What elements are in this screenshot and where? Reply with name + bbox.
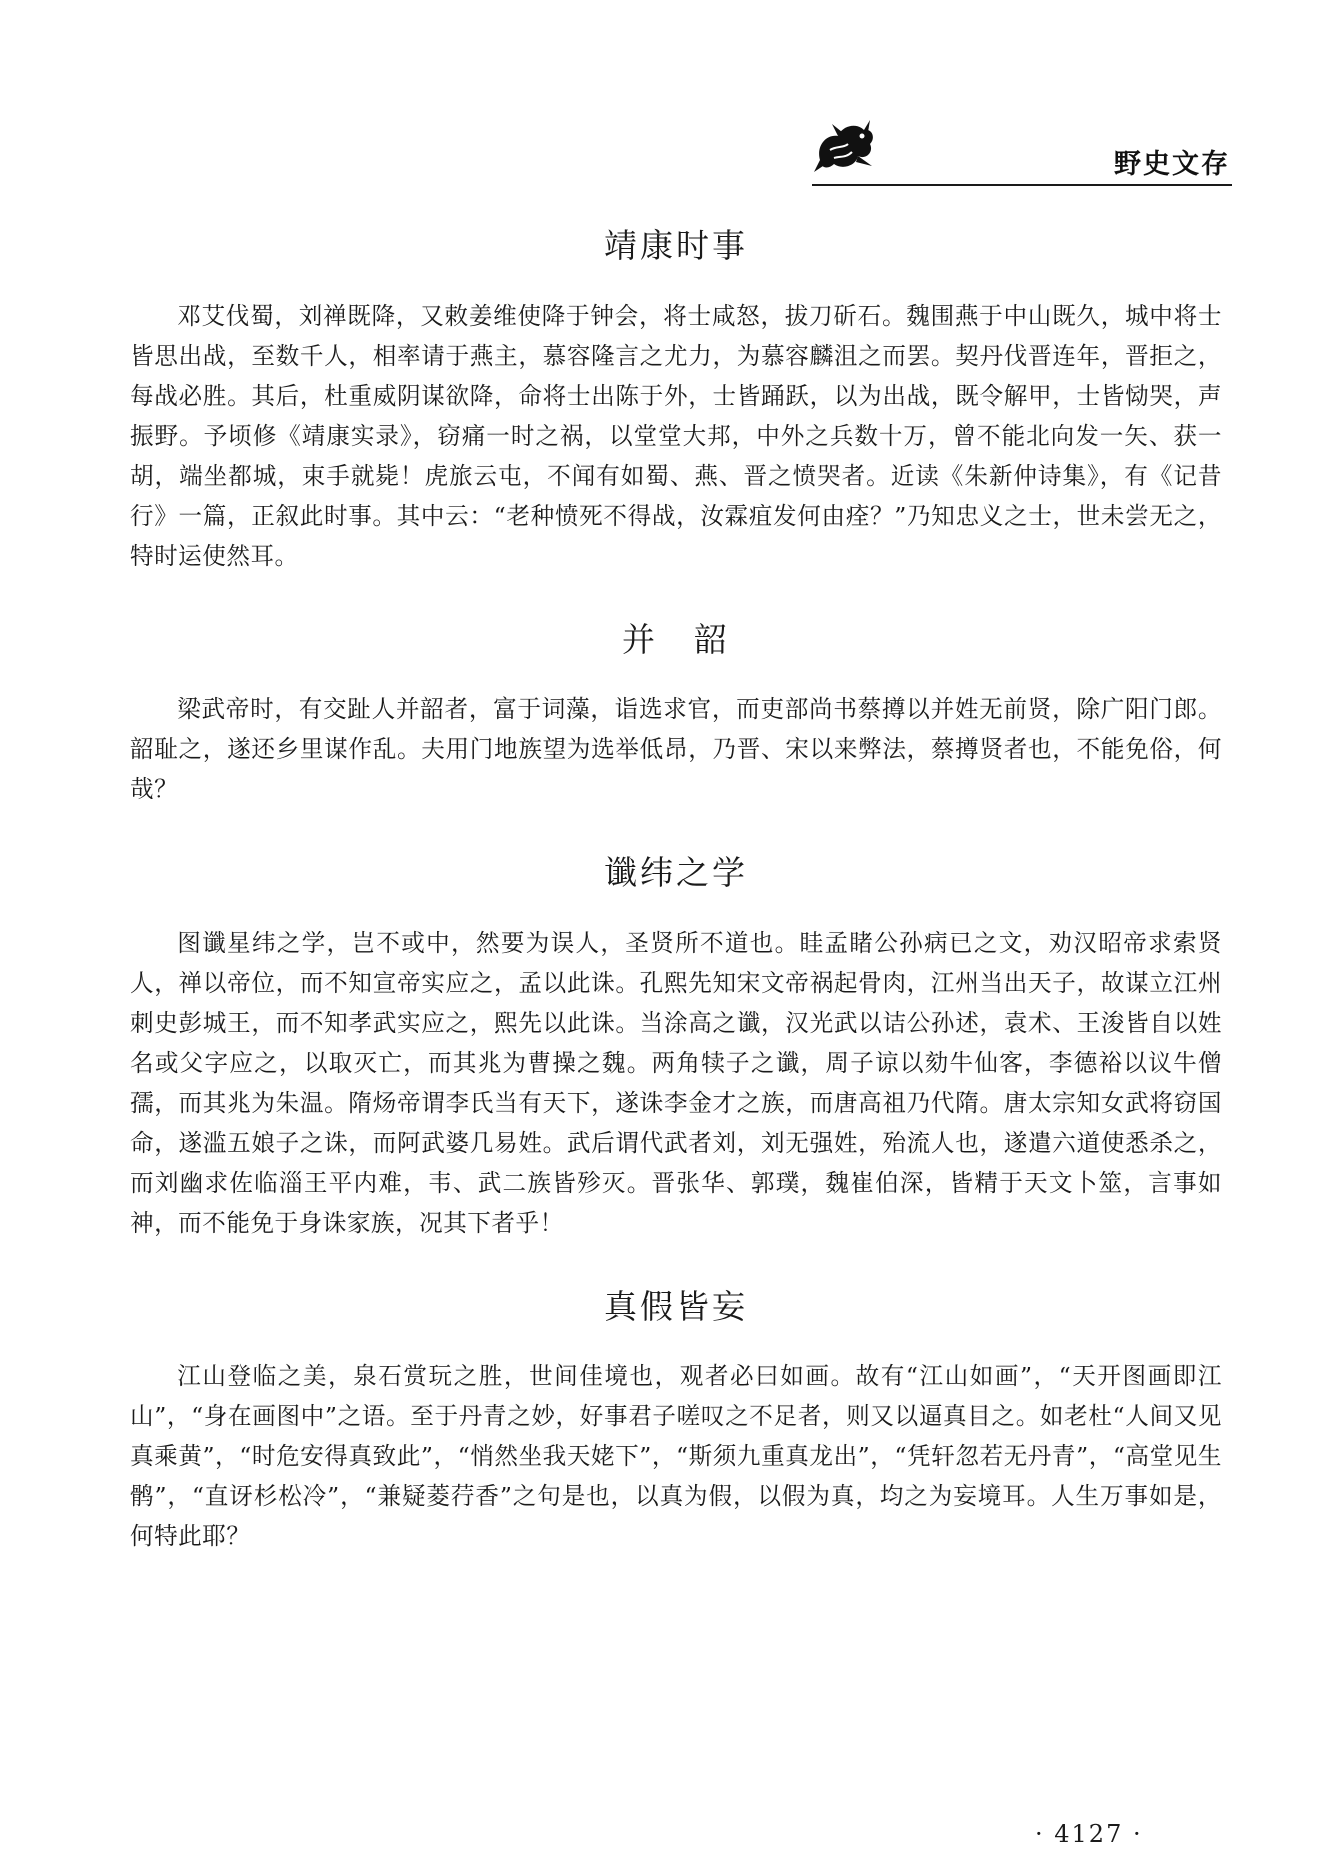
article-body: 江山登临之美，泉石赏玩之胜，世间佳境也，观者必曰如画。故有“江山如画”，“天开图画即江山”，“身在画图中”之语。至于丹青之妙，好事君子嗟叹之不足者，则又以逼真目之。如老杜“人间又见真乘黄”，“时危安得真致此”，“悄然坐我天姥下”，“斯须九重真龙出”，“凭轩忽若无丹青”，“高堂见生鹘”，“直讶杉松冷”，“兼疑菱荇香”之句是也，以真为假，以假为真，均之为妄境耳。人生万事如是，何特此耶？ [130,1362,1222,1551]
article-chenwei [130,853,1222,1243]
page-number: · 4127 · [1035,1820,1143,1848]
article-title: 谶纬之学 [604,853,748,893]
article-zhenjia [130,1287,1222,1557]
article-body: 图谶星纬之学，岂不或中，然要为误人，圣贤所不道也。眭孟睹公孙病已之文，劝汉昭帝求索贤人，禅以帝位，而不知宣帝实应之，孟以此诛。孔熙先知宋文帝祸起骨肉，江州当出天子，故谋立江州刺史彭城王，而不知孝武实应之，熙先以此诛。当涂高之谶，汉光武以诘公孙述，袁术、王浚皆自以姓名或父字应之，以取灭亡，而其兆为曹操之魏。两角犊子之谶，周子谅以劾牛仙客，李德裕以议牛僧孺，而其兆为朱温。隋炀帝谓李氏当有天下，遂诛李金才之族，而唐高祖乃代隋。唐太宗知女武将窃国命，遂滥五娘子之诛，而阿武婆几易姓。武后谓代武者刘，刘无强姓，殆流人也，遂遣六道使悉杀之，而刘幽求佐临淄王平内难，韦、武二族皆殄灭。晋张华、郭璞，魏崔伯深，皆精于天文卜筮，言事如神，而不能免于身诛家族，况其下者乎！ [130,928,1222,1237]
article-title: 真假皆妄 [604,1286,748,1326]
header-rule [812,184,1232,186]
article-jingkang [130,226,1222,576]
article-title: 靖康时事 [604,226,748,265]
series-title: 野史文存 [1114,149,1230,180]
page-content [130,226,1222,1600]
article-body: 梁武帝时，有交趾人并韶者，富于词藻，诣选求官，而吏部尚书蔡撙以并姓无前贤，除广阳门郎。韶耻之，遂还乡里谋作乱。夫用门地族望为选举低昂，乃晋、宋以来弊法，蔡撙贤者也，不能免俗，何哉？ [130,695,1222,804]
running-header [812,112,1232,188]
article-bingshao [130,620,1222,810]
dragon-icon [812,116,878,174]
article-title: 并 韶 [622,619,730,659]
article-body: 邓艾伐蜀，刘禅既降，又敕姜维使降于钟会，将士咸怒，拔刀斫石。魏围燕于中山既久，城中将士皆思出战，至数千人，相率请于燕主，慕容隆言之尤力，为慕容麟沮之而罢。契丹伐晋连年，晋拒之，每战必胜。其后，杜重威阴谋欲降，命将士出陈于外，士皆踊跃，以为出战，既令解甲，士皆恸哭，声振野。予顷修《靖康实录》，窃痛一时之祸，以堂堂大邦，中外之兵数十万，曾不能北向发一矢、获一胡，端坐都城，束手就毙！虎旅云屯，不闻有如蜀、燕、晋之愤哭者。近读《朱新仲诗集》，有《记昔行》一篇，正叙此时事。其中云：“老种愤死不得战，汝霖疽发何由痊？”乃知忠义之士，世未尝无之，特时运使然耳。 [130,301,1222,570]
